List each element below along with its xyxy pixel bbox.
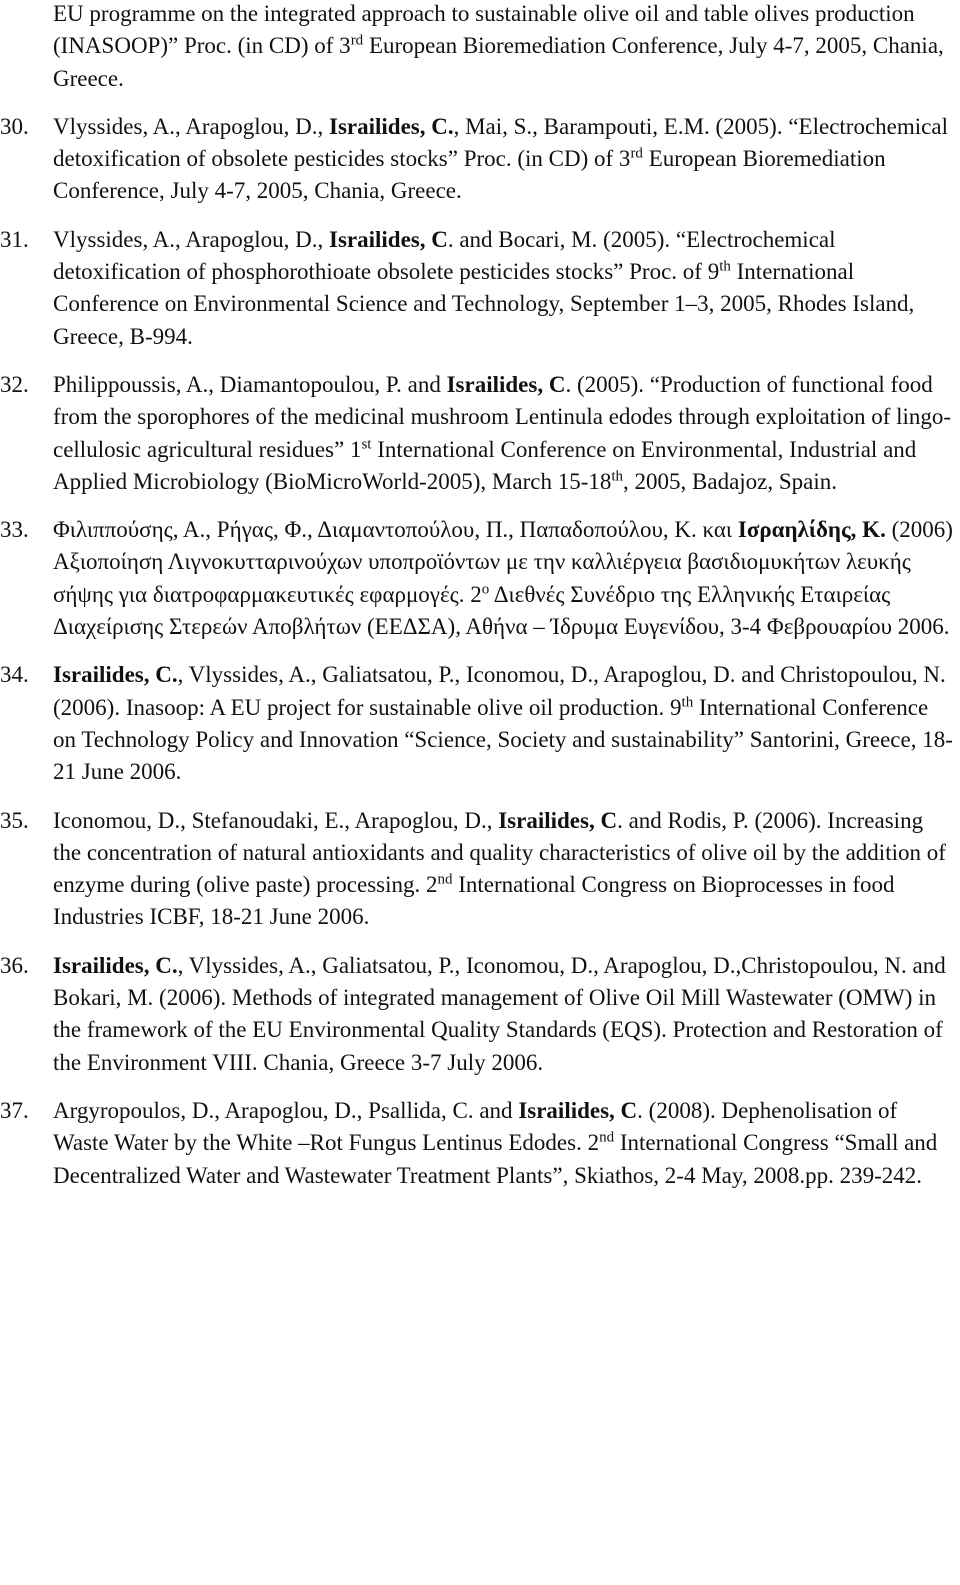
reference-segment: European Bioremediation Conference, July 4-7, 2005, Chania, Greece. bbox=[53, 146, 886, 204]
author-highlight: Israilides, C bbox=[446, 371, 566, 397]
reference-segment: International Conference on Environmental Science and Technology, September 1–3, 2005, Rhodes Island, Greece, B-994. bbox=[53, 259, 915, 349]
author-highlight: Israilides, C. bbox=[53, 952, 178, 978]
reference-item bbox=[0, 111, 953, 208]
reference-text bbox=[53, 224, 953, 353]
author-highlight: Ισραηλίδης, Κ. bbox=[737, 517, 886, 543]
reference-segment: Philippoussis, A., Diamantopoulou, P. and bbox=[53, 371, 447, 397]
reference-text bbox=[53, 514, 953, 643]
author-highlight: Israilides, C bbox=[518, 1097, 638, 1123]
superscript: rd bbox=[350, 32, 364, 49]
reference-number: 37. bbox=[0, 1097, 29, 1123]
reference-number: 35. bbox=[0, 807, 29, 833]
reference-segment: Διεθνές Συνέδριο της Ελληνικής Εταιρείας Διαχείρισης Στερεών Αποβλήτων (ΕΕΔΣΑ), Αθήνα – Ίδρυμα Ευγενίδου, 3-4 Φεβρουαρίου 2006. bbox=[53, 581, 950, 640]
reference-segment: . and Rodis, P. (2006). Increasing the concentration of natural antioxidants and quality characteristics of olive oil by the addition of enzyme during (olive paste) processing. 2 bbox=[53, 807, 946, 898]
reference-segment: . (2005). “Production of functional food from the sporophores of the medicinal mushroom Lentinula edodes through exploitation of lingo-cellulosic agricultural residues” 1 bbox=[53, 371, 952, 462]
reference-number: 30. bbox=[0, 113, 29, 139]
reference-segment: International Conference on Technology Policy and Innovation “Science, Society and sustainability” Santorini, Greece, 18-21 June 2006. bbox=[53, 694, 953, 785]
reference-text bbox=[53, 1095, 953, 1192]
reference-continuation bbox=[53, 0, 953, 95]
reference-segment: EU programme on the integrated approach to sustainable olive oil and table olives production (INASOOP)” Proc. (in CD) of 3 bbox=[53, 1, 915, 59]
reference-item bbox=[0, 805, 953, 934]
author-highlight: Israilides, C. bbox=[53, 662, 178, 688]
superscript: th bbox=[719, 258, 731, 275]
reference-segment: Vlyssides, A., Arapoglou, D., bbox=[53, 226, 329, 252]
author-highlight: Israilides, C. bbox=[329, 113, 454, 139]
reference-segment: International Congress “Small and Decentralized Water and Wastewater Treatment Plants”, Skiathos, 2-4 May, 2008.pp. 239-242. bbox=[53, 1130, 938, 1188]
reference-number: 36. bbox=[0, 952, 29, 978]
reference-number: 32. bbox=[0, 371, 29, 397]
reference-segment: Argyropoulos, D., Arapoglou, D., Psallida, C. and bbox=[53, 1097, 519, 1123]
reference-item bbox=[0, 950, 953, 1079]
reference-text bbox=[53, 369, 953, 498]
reference-segment: Iconomou, D., Stefanoudaki, E., Arapoglou, D., bbox=[53, 807, 499, 833]
superscript: th bbox=[611, 468, 624, 485]
reference-segment: , Vlyssides, A., Galiatsatou, P., Iconomou, D., Arapoglou, D.,Christopoulou, N. and Bokari, M. (2006). Methods of integrated management of Olive Oil Mill Wastewater (OMW) in the framework of the EU Environmental Quality Standards (EQS). Protection and Restoration of the Environment VIII. Chania, Greece 3-7 July 2006. bbox=[53, 952, 946, 1075]
reference-item bbox=[0, 369, 953, 498]
reference-segment: . (2008). Dephenolisation of Waste Water by the White –Rot Fungus Lentinus Edodes. 2 bbox=[53, 1097, 898, 1156]
reference-number: 34. bbox=[0, 662, 29, 688]
superscript: nd bbox=[437, 871, 453, 888]
superscript: nd bbox=[599, 1129, 615, 1146]
reference-segment: . and Bocari, M. (2005). “Electrochemical detoxification of phosphorothioate obsolete pesticides stocks” Proc. of 9 bbox=[53, 226, 836, 285]
reference-segment: , Mai, S., Barampouti, E.M. (2005). “Electrochemical detoxification of obsolete pesticides stocks” Proc. (in CD) of 3 bbox=[53, 113, 948, 172]
reference-segment: European Bioremediation Conference, July 4-7, 2005, Chania, Greece. bbox=[53, 33, 944, 91]
reference-segment: Φιλιππούσης, Α., Ρήγας, Φ., Διαμαντοπούλου, Π., Παπαδοπούλου, Κ. και bbox=[53, 517, 738, 543]
superscript: ο bbox=[481, 581, 490, 598]
reference-item bbox=[0, 1095, 953, 1192]
reference-text bbox=[53, 0, 953, 95]
superscript: st bbox=[361, 435, 372, 452]
reference-segment: Vlyssides, A., Arapoglou, D., bbox=[53, 113, 329, 139]
reference-segment: International Congress on Bioprocesses in food Industries ICBF, 18-21 June 2006. bbox=[53, 872, 895, 930]
reference-segment: (2006) Αξιοποίηση Λιγνοκυτταρινούχων υποπροϊόντων με την καλλιέργεια βασιδιομυκήτων λευκής σήψης για διατροφαρμακευτικές εφαρμογές. 2 bbox=[53, 517, 953, 607]
reference-segment: , Vlyssides, A., Galiatsatou, P., Iconomou, D., Arapoglou, D. and Christopoulou, N. (2006). Inasoop: A EU project for sustainable olive oil production. 9 bbox=[53, 662, 946, 720]
superscript: rd bbox=[630, 145, 643, 162]
reference-text bbox=[53, 805, 953, 934]
reference-item bbox=[0, 514, 953, 643]
author-highlight: Israilides, C bbox=[498, 807, 618, 833]
reference-segment: International Conference on Environmental, Industrial and Applied Microbiology (BioMicroWorld-2005), March 15-18 bbox=[53, 436, 917, 494]
reference-item bbox=[0, 659, 953, 788]
reference-text bbox=[53, 111, 953, 208]
reference-number: 33. bbox=[0, 517, 29, 543]
reference-text bbox=[53, 659, 953, 788]
reference-item bbox=[0, 224, 953, 353]
reference-text bbox=[53, 950, 953, 1079]
author-highlight: Israilides, C bbox=[329, 226, 448, 252]
reference-segment: , 2005, Badajoz, Spain. bbox=[623, 468, 838, 494]
superscript: th bbox=[681, 693, 694, 710]
reference-number: 31. bbox=[0, 226, 29, 252]
